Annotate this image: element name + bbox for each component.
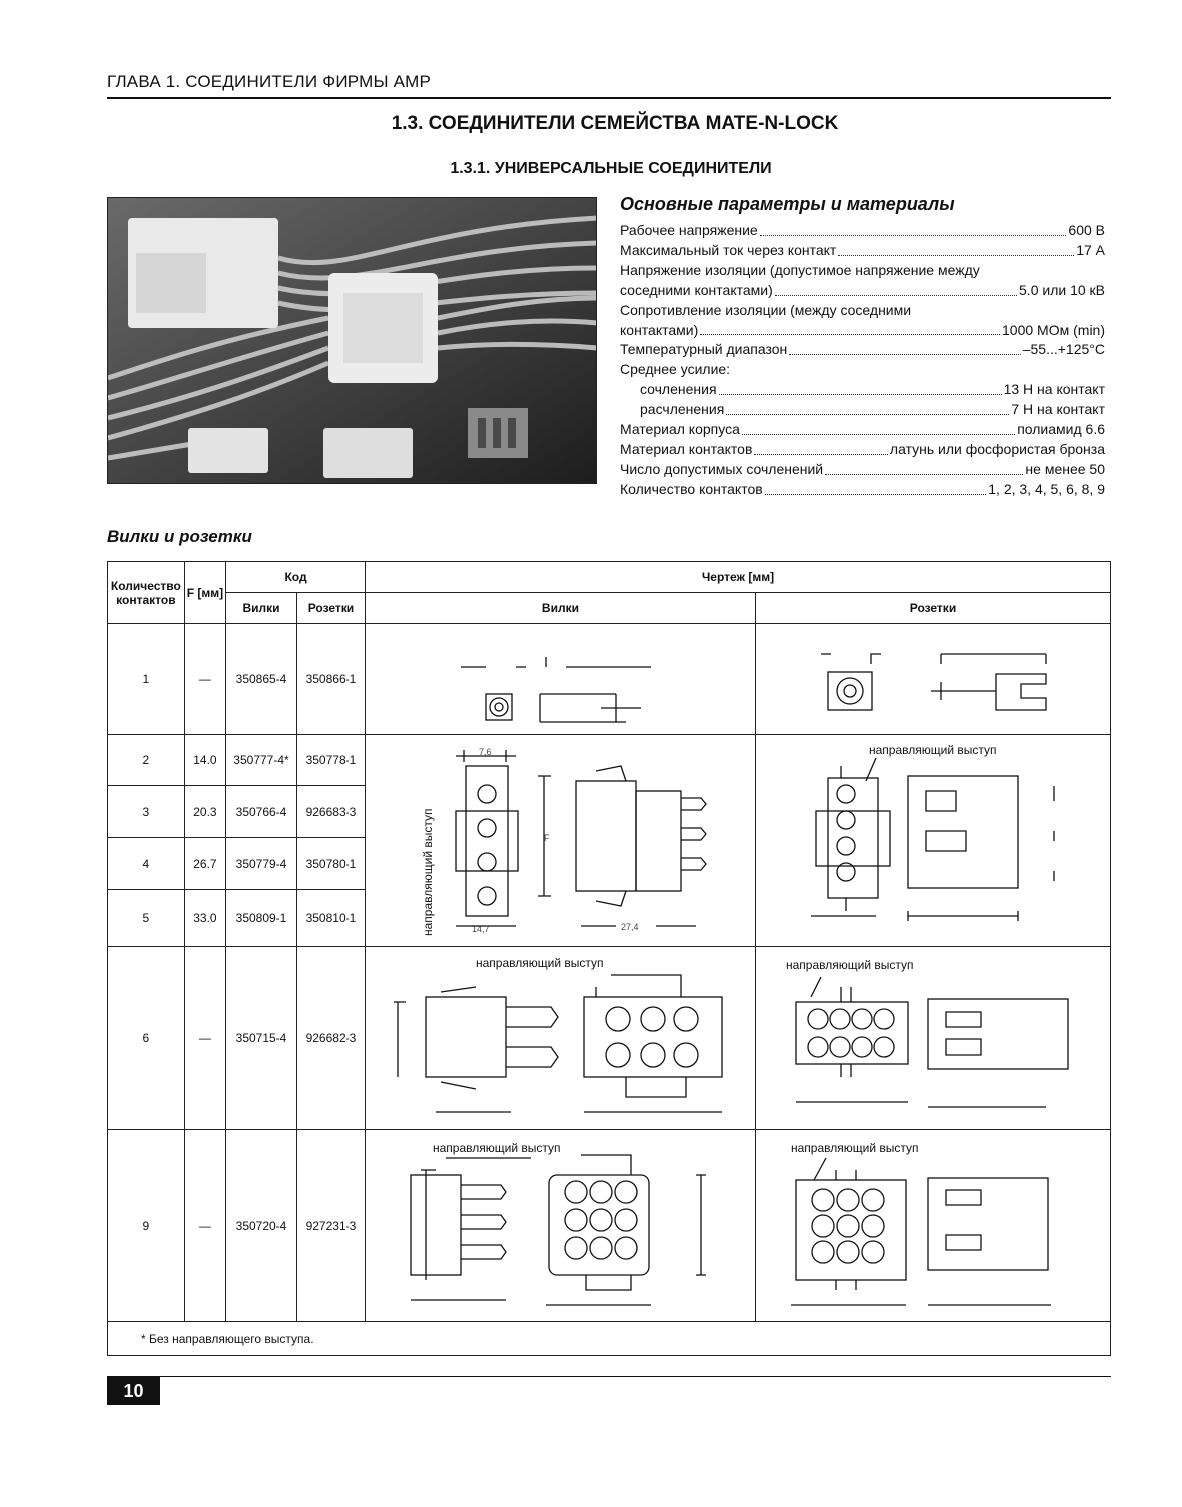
param-value: 1000 МОм (min) — [1002, 321, 1105, 338]
col-count-header: Количество контактов — [108, 562, 185, 624]
footer-rule — [107, 1376, 1111, 1377]
param-label: Количество контактов — [620, 480, 763, 497]
col-socket-code-header: Розетки — [296, 593, 365, 624]
guide-label-socket-9: направляющий выступ — [790, 1141, 919, 1155]
param-housing — [620, 420, 1105, 440]
param-value: –55...+125°С — [1022, 341, 1105, 358]
param-label: Максимальный ток через контакт — [620, 241, 837, 258]
guide-label-socket-2-5: направляющий выступ — [868, 742, 997, 757]
col-plug-drawing-header: Вилки — [365, 593, 755, 624]
param-temperature — [620, 340, 1105, 360]
param-label: Сопротивление изоляции (между соседними — [620, 301, 912, 318]
table-row — [108, 947, 1111, 1130]
param-label: соседними контактами) — [620, 281, 773, 298]
param-value: латунь или фосфористая бронза — [889, 440, 1105, 457]
socket-6-drawing — [756, 947, 1110, 1129]
plugs-title: Вилки и розетки — [107, 527, 252, 546]
col-drawing-header: Чертеж [мм] — [365, 562, 1110, 593]
col-code-header: Код — [226, 562, 366, 593]
param-value: 17 А — [1076, 241, 1105, 258]
cell-socket-code: 350780-1 — [296, 838, 365, 890]
param-label: Температурный диапазон — [620, 341, 788, 358]
cell-count: 5 — [108, 890, 185, 947]
table-row — [108, 1130, 1111, 1322]
page-number: 10 — [107, 1377, 160, 1405]
cell-count: 3 — [108, 786, 185, 838]
dim-f: F — [543, 832, 550, 843]
guide-label-socket-6: направляющий выступ — [785, 958, 914, 972]
socket-1-drawing — [756, 624, 1110, 734]
cell-socket-code: 350778-1 — [296, 735, 365, 786]
params-list — [620, 221, 1105, 500]
param-label: Материал корпуса — [620, 421, 740, 438]
cell-count: 4 — [108, 838, 185, 890]
param-cycles — [620, 460, 1105, 480]
param-unmating — [620, 400, 1105, 420]
param-insulation-voltage-line1 — [620, 261, 1105, 281]
param-label: Число допустимых сочленений — [620, 460, 824, 477]
cell-f: 20.3 — [184, 786, 225, 838]
param-value: 7 Н на контакт — [1011, 401, 1105, 418]
chapter-header: ГЛАВА 1. СОЕДИНИТЕЛИ ФИРМЫ AMP — [107, 72, 432, 91]
socket-drawing-1 — [755, 624, 1110, 735]
param-insulation-voltage — [620, 281, 1105, 301]
param-label: Напряжение изоляции (допустимое напряжение между — [620, 261, 980, 278]
param-insulation-res — [620, 321, 1105, 341]
footnote: * Без направляющего выступа. — [108, 1322, 1111, 1356]
dim-14-7: 14,7 — [471, 923, 490, 934]
cell-count: 1 — [108, 624, 185, 735]
plug-9-drawing — [366, 1130, 755, 1321]
param-voltage — [620, 221, 1105, 241]
table-footnote-row — [108, 1322, 1111, 1356]
cell-f: — — [184, 624, 225, 735]
plug-drawing-6 — [365, 947, 755, 1130]
param-label: Материал контактов — [620, 440, 753, 457]
socket-drawing-9 — [755, 1130, 1110, 1322]
cell-count: 9 — [108, 1130, 185, 1322]
plug-2-5-drawing — [366, 736, 755, 946]
param-mating — [620, 380, 1105, 400]
param-contacts-material — [620, 440, 1105, 460]
header-rule — [107, 97, 1111, 99]
param-value: 13 Н на контакт — [1003, 381, 1105, 398]
table-row — [108, 624, 1111, 735]
param-value: 600 В — [1068, 222, 1105, 238]
plug-1-drawing — [366, 624, 755, 734]
cell-f: 33.0 — [184, 890, 225, 947]
cell-plug-code: 350809-1 — [226, 890, 297, 947]
param-contact-count — [620, 480, 1105, 500]
cell-socket-code: 350866-1 — [296, 624, 365, 735]
plug-drawing-9 — [365, 1130, 755, 1322]
param-label: Рабочее напряжение — [620, 222, 758, 238]
cell-plug-code: 350865-4 — [226, 624, 297, 735]
cell-plug-code: 350779-4 — [226, 838, 297, 890]
table-row — [108, 735, 1111, 786]
cell-count: 6 — [108, 947, 185, 1130]
param-value: 5.0 или 10 кВ — [1019, 281, 1105, 298]
param-label: Среднее усилие: — [620, 361, 731, 378]
socket-drawing-6 — [755, 947, 1110, 1130]
section-title: 1.3. СОЕДИНИТЕЛИ СЕМЕЙСТВА MATE-N-LOCK — [391, 113, 839, 134]
cell-f: 14.0 — [184, 735, 225, 786]
plug-drawing-2-5 — [365, 735, 755, 947]
socket-2-5-drawing — [756, 736, 1110, 946]
params-title: Основные параметры и материалы — [620, 194, 955, 214]
plug-6-drawing — [366, 947, 755, 1129]
cell-plug-code: 350720-4 — [226, 1130, 297, 1322]
cell-f: — — [184, 1130, 225, 1322]
plug-drawing-1 — [365, 624, 755, 735]
col-plug-code-header: Вилки — [226, 593, 297, 624]
connectors-photo — [107, 197, 597, 484]
param-label: расчленения — [640, 401, 725, 418]
param-force — [620, 360, 1105, 380]
cell-socket-code: 926682-3 — [296, 947, 365, 1130]
param-current — [620, 241, 1105, 261]
socket-9-drawing — [756, 1130, 1110, 1321]
param-value: не менее 50 — [1025, 460, 1105, 477]
param-label: контактами) — [620, 321, 699, 338]
guide-label-plug-2-5: направляющий выступ — [420, 808, 435, 936]
connectors-table — [107, 561, 1111, 1356]
cell-socket-code: 350810-1 — [296, 890, 365, 947]
cell-socket-code: 926683-3 — [296, 786, 365, 838]
subsection-title: 1.3.1. УНИВЕРСАЛЬНЫЕ СОЕДИНИТЕЛИ — [450, 160, 772, 177]
param-value: полиамид 6.6 — [1017, 421, 1105, 438]
cell-f: — — [184, 947, 225, 1130]
param-label: сочленения — [640, 381, 717, 398]
param-value: 1, 2, 3, 4, 5, 6, 8, 9 — [988, 480, 1105, 497]
cell-f: 26.7 — [184, 838, 225, 890]
cell-plug-code: 350777-4* — [226, 735, 297, 786]
param-insulation-res-line1 — [620, 301, 1105, 321]
cell-plug-code: 350715-4 — [226, 947, 297, 1130]
socket-drawing-2-5 — [755, 735, 1110, 947]
dim-27-4: 27,4 — [620, 921, 639, 932]
cell-plug-code: 350766-4 — [226, 786, 297, 838]
col-socket-drawing-header: Розетки — [755, 593, 1110, 624]
guide-label-plug-9: направляющий выступ — [432, 1141, 561, 1155]
cell-socket-code: 927231-3 — [296, 1130, 365, 1322]
cell-count: 2 — [108, 735, 185, 786]
col-f-header: F [мм] — [184, 562, 225, 624]
guide-label-plug-6: направляющий выступ — [475, 956, 604, 970]
dim-7-6: 7,6 — [478, 746, 492, 757]
